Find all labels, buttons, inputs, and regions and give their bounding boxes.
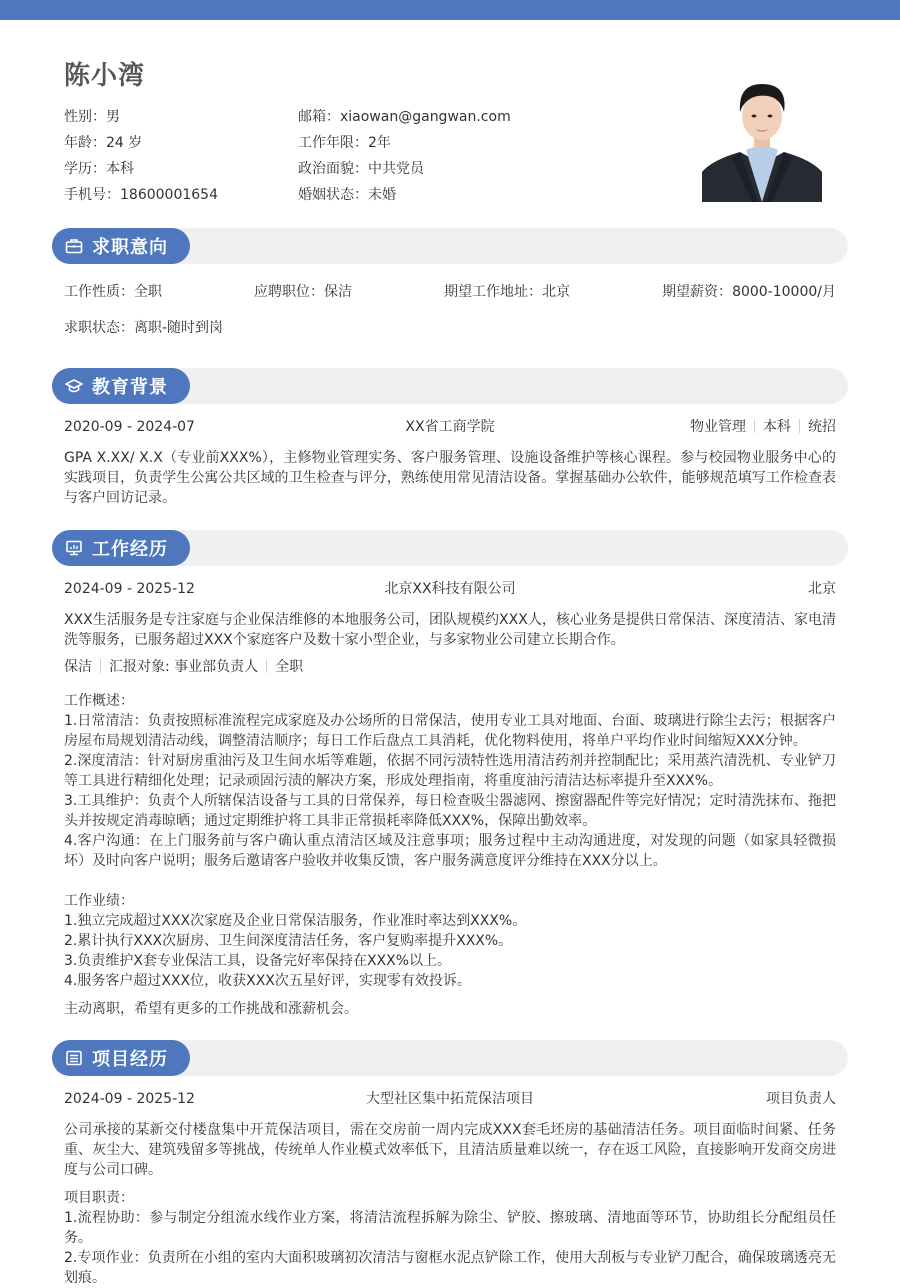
basic-info bbox=[64, 104, 624, 208]
email-field: 邮箱：xiaowan@gangwan.com bbox=[298, 109, 511, 125]
education-entry bbox=[64, 416, 836, 508]
section-header-intent bbox=[52, 228, 848, 264]
marital-status-field: 婚姻状态：未婚 bbox=[298, 187, 396, 203]
divider bbox=[100, 659, 101, 673]
job-status: 求职状态：离职-随时到岗 bbox=[64, 320, 224, 336]
expected-salary: 期望薪资：8000-10000/月 bbox=[662, 284, 836, 300]
education-meta: 物业管理 本科 统招 bbox=[690, 419, 836, 435]
job-intent bbox=[64, 282, 836, 338]
achievement-item: 4.服务客户超过XXX位，收获XXX次五星好评，实现零有效投诉。 bbox=[64, 973, 471, 989]
candidate-name: 陈小湾 bbox=[64, 61, 146, 91]
section-pill: 项目经历 bbox=[52, 1040, 190, 1076]
duty-item: 2.专项作业：负责所在小组的室内大面积玻璃初次清洁与窗框水泥点铲除工作，使用大刮板与专业铲刀配合，确保玻璃透亮无划痕。 bbox=[64, 1250, 836, 1286]
work-years-field: 工作年限：2年 bbox=[298, 135, 391, 151]
job-type: 工作性质：全职 bbox=[64, 284, 162, 300]
section-pill: 求职意向 bbox=[52, 228, 190, 264]
political-status-field: 政治面貌：中共党员 bbox=[298, 161, 424, 177]
avatar bbox=[702, 72, 822, 202]
overview-item: 4.客户沟通：在上门服务前与客户确认重点清洁区域及注意事项；服务过程中主动沟通进度，对发现的问题（如家具轻微损坏）及时向客户说明；服务后邀请客户验收并收集反馈，客户服务满意度评分维持在XXX分以上。 bbox=[64, 833, 836, 869]
divider bbox=[754, 419, 755, 433]
company-intro: XXX生活服务是专注家庭与企业保洁维修的本地服务公司，团队规模约XXX人，核心业务是提供日常保洁、深度清洁、家电清洗等服务，已服务超过XXX个家庭客户及数十家小型企业，与多家物业公司建立长期合作。 bbox=[64, 612, 836, 648]
achievement-item: 2.累计执行XXX次厨房、卫生间深度清洁任务，客户复购率提升XXX%。 bbox=[64, 933, 513, 949]
work-city: 北京 bbox=[808, 581, 836, 597]
briefcase-icon bbox=[64, 236, 84, 256]
overview-item: 3.工具维护：负责个人所辖保洁设备与工具的日常保养，每日检查吸尘器滤网、擦窗器配件等完好情况；定时清洗抹布、拖把头并按规定消毒晾晒；通过定期维护将工具非正常损耗率降低XXX%，保障出勤效率。 bbox=[64, 793, 836, 829]
list-document-icon bbox=[64, 1048, 84, 1068]
gender-field: 性别：男 bbox=[64, 109, 120, 125]
project-description: 公司承接的某新交付楼盘集中开荒保洁项目，需在交房前一周内完成XXX套毛坯房的基础清洁任务。项目面临时间紧、任务重、灰尘大、建筑残留多等挑战，传统单人作业模式效率低下，且清洁质量难以统一，存在返工风险，直接影响开发商交房进度与公司口碑。 bbox=[64, 1122, 836, 1178]
project-period: 2024-09 - 2025-12 bbox=[64, 1091, 195, 1107]
expected-location: 期望工作地址：北京 bbox=[444, 284, 570, 300]
top-accent-bar bbox=[0, 0, 900, 20]
project-role: 项目负责人 bbox=[766, 1091, 836, 1107]
education-level-field: 学历：本科 bbox=[64, 161, 134, 177]
project-entry bbox=[64, 1088, 836, 1288]
work-overview: 工作概述： 1.日常清洁：负责按照标准流程完成家庭及办公场所的日常保洁，使用专业工具对地面、台面、玻璃进行除尘去污；根据客户房屋布局规划清洁动线，调整清洁顺序；每日工作后盘点工具消耗，优化物料使用，将单户平均作业时间缩短XXX分钟。 2.深度清洁：针对厨房重油污及卫生间水垢等难题，依据不同污渍特性选用清洁药剂并控制配比；采用蒸汽清洗机、专业铲刀等工具进行精细化处理；记录顽固污渍的解决方案，形成处理指南，将重度油污清洁达标率提升至XXX%。 3.工具维护：负责个人所辖保洁设备与工具的日常保养，每日检查吸尘器滤网、擦窗器配件等完好情况；定时清洗抹布、拖把头并按规定消毒晾晒；通过定期维护将工具非正常损耗率降低XXX%，保障出勤效率。 4.客户沟通：在上门服务前与客户确认重点清洁区域及注意事项；服务过程中主动沟通进度，对发现的问题（如家具轻微损坏）及时向客户说明；服务后邀请客户验收并收集反馈，客户服务满意度评分维持在XXX分以上。 bbox=[64, 693, 836, 869]
education-description: GPA X.XX/ X.X（专业前XXX%），主修物业管理实务、客户服务管理、设施设备维护等核心课程。参与校园物业服务中心的实践项目，负责学生公寓公共区域的卫生检查与评分，熟练使用常见清洁设备。掌握基础办公软件，能够规范填写工作检查表与客户回访记录。 bbox=[64, 450, 836, 506]
work-tags: 保洁 汇报对象: 事业部负责人 全职 bbox=[64, 659, 304, 675]
section-pill: 工作经历 bbox=[52, 530, 190, 566]
phone-field: 手机号：18600001654 bbox=[64, 187, 218, 203]
applied-position: 应聘职位：保洁 bbox=[254, 284, 352, 300]
section-pill: 教育背景 bbox=[52, 368, 190, 404]
section-header-work bbox=[52, 530, 848, 566]
presentation-board-icon bbox=[64, 538, 84, 558]
project-duties: 项目职责： 1.流程协助：参与制定分组流水线作业方案，将清洁流程拆解为除尘、铲胶、擦玻璃、清地面等环节，协助组长分配组员任务。 2.专项作业：负责所在小组的室内大面积玻璃初次清洁与窗框水泥点铲除工作，使用大刮板与专业铲刀配合，确保玻璃透亮无划痕。 bbox=[64, 1190, 836, 1286]
work-period: 2024-09 - 2025-12 bbox=[64, 581, 195, 597]
section-header-education bbox=[52, 368, 848, 404]
project-name: 大型社区集中拓荒保洁项目 bbox=[366, 1091, 534, 1107]
divider bbox=[266, 659, 267, 673]
section-header-project bbox=[52, 1040, 848, 1076]
education-period: 2020-09 - 2024-07 bbox=[64, 419, 195, 435]
achievement-item: 1.独立完成超过XXX次家庭及企业日常保洁服务，作业准时率达到XXX%。 bbox=[64, 913, 527, 929]
overview-item: 1.日常清洁：负责按照标准流程完成家庭及办公场所的日常保洁，使用专业工具对地面、台面、玻璃进行除尘去污；根据客户房屋布局规划清洁动线，调整清洁顺序；每日工作后盘点工具消耗，优化物料使用，将单户平均作业时间缩短XXX分钟。 bbox=[64, 713, 836, 749]
graduation-cap-icon bbox=[64, 376, 84, 396]
age-field: 年龄：24 岁 bbox=[64, 135, 143, 151]
work-achievements: 工作业绩： 1.独立完成超过XXX次家庭及企业日常保洁服务，作业准时率达到XXX%。 2.累计执行XXX次厨房、卫生间深度清洁任务，客户复购率提升XXX%。 3.负责维护X套专业保洁工具，设备完好率保持在XXX%以上。 4.服务客户超过XXX位，收获XXX次五星好评，实现零有效投诉。 bbox=[64, 891, 836, 991]
leave-reason: 主动离职，希望有更多的工作挑战和涨薪机会。 bbox=[64, 1001, 358, 1017]
achievement-item: 3.负责维护X套专业保洁工具，设备完好率保持在XXX%以上。 bbox=[64, 953, 452, 969]
portrait-photo-icon bbox=[702, 72, 822, 202]
work-entry bbox=[64, 578, 836, 1019]
overview-item: 2.深度清洁：针对厨房重油污及卫生间水垢等难题，依据不同污渍特性选用清洁药剂并控制配比；采用蒸汽清洗机、专业铲刀等工具进行精细化处理；记录顽固污渍的解决方案，形成处理指南，将重度油污清洁达标率提升至XXX%。 bbox=[64, 753, 836, 789]
duty-item: 1.流程协助：参与制定分组流水线作业方案，将清洁流程拆解为除尘、铲胶、擦玻璃、清地面等环节，协助组长分配组员任务。 bbox=[64, 1210, 836, 1246]
profile-header bbox=[64, 58, 844, 208]
divider bbox=[799, 419, 800, 433]
school-name: XX省工商学院 bbox=[405, 419, 495, 435]
company-name: 北京XX科技有限公司 bbox=[384, 581, 516, 597]
